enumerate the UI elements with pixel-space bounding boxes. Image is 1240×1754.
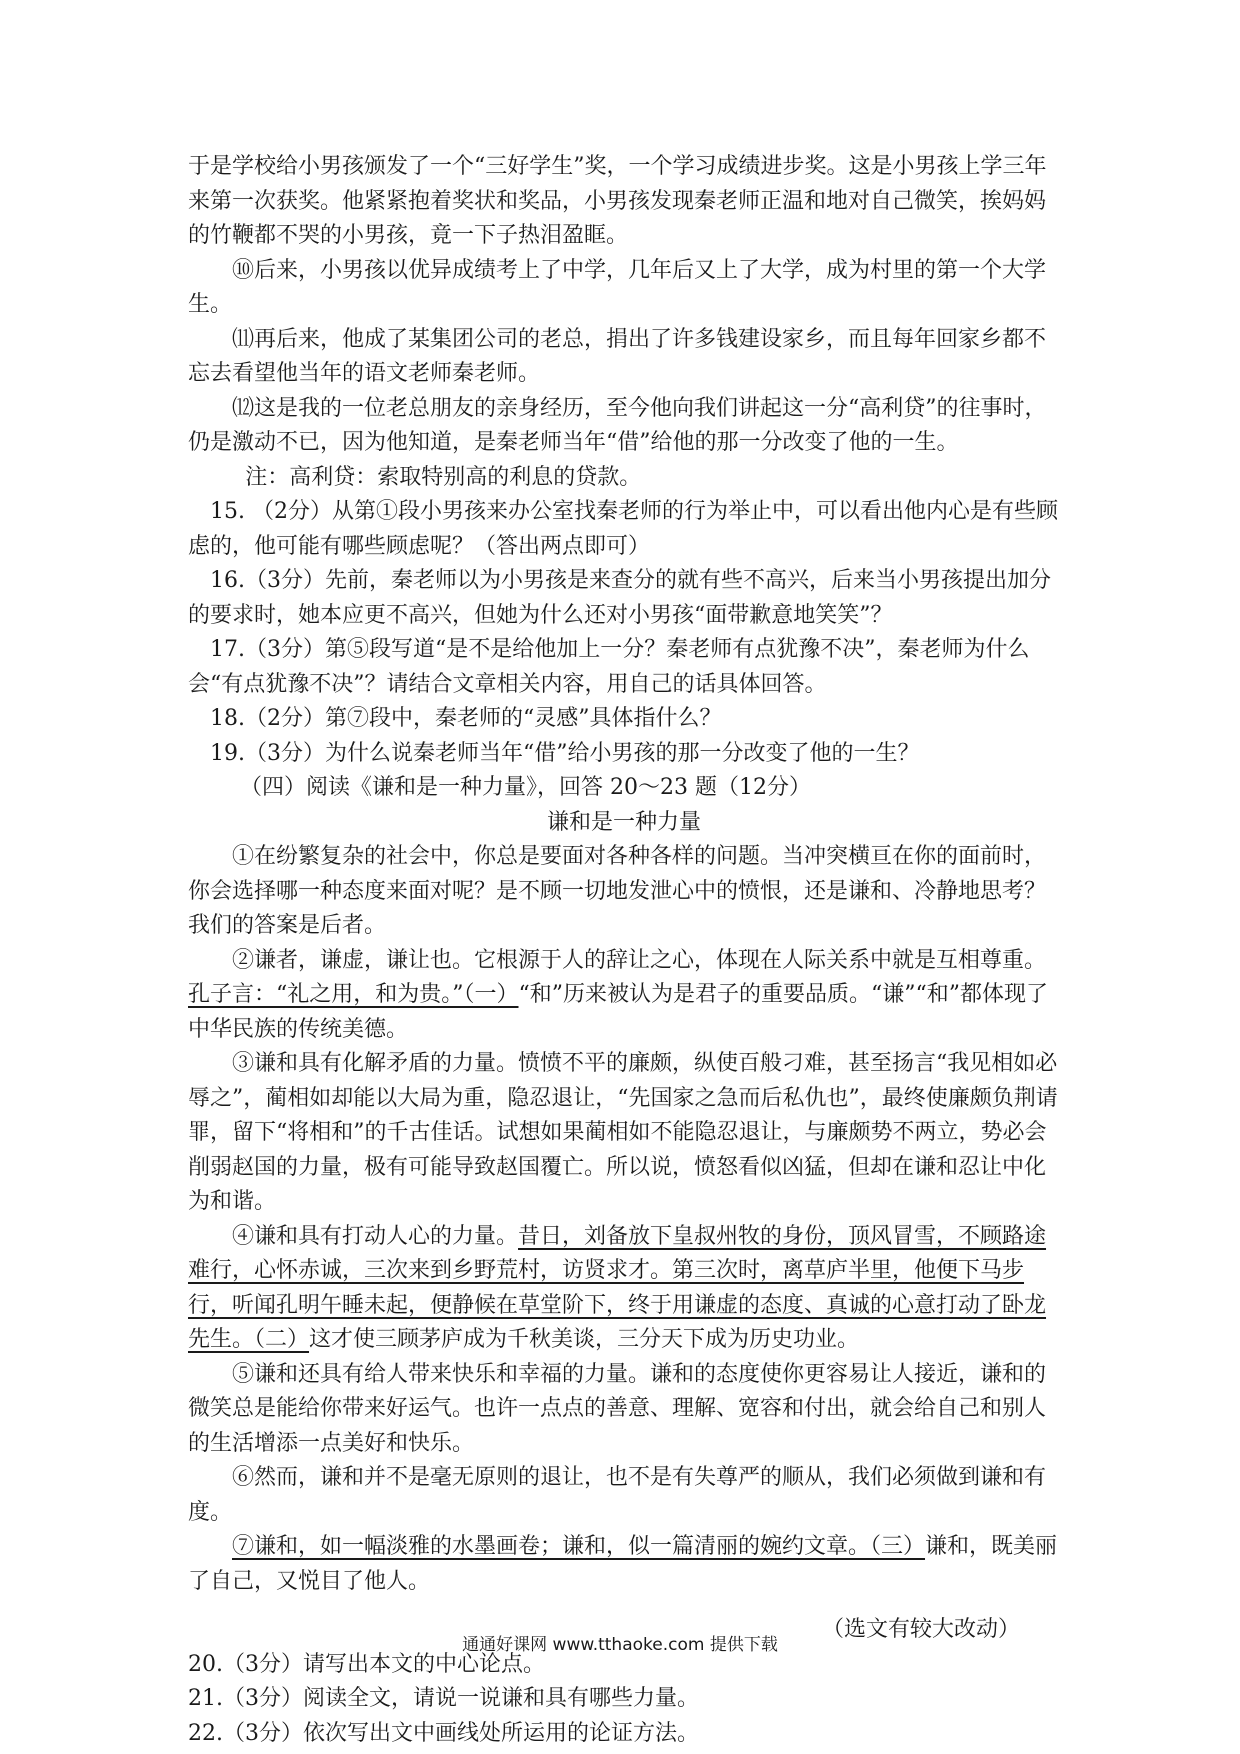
question-16: 16.（3分）先前，秦老师以为小男孩是来查分的就有些不高兴，后来当小男孩提出加分的要求时，她本应更不高兴，但她为什么还对小男孩“面带歉意地笑笑”？ — [188, 568, 1051, 628]
essay-paragraph-2 — [188, 944, 1060, 1048]
essay-paragraph-7 — [188, 1530, 1060, 1599]
story-paragraph-10: ⑩后来，小男孩以优异成绩考上了中学，几年后又上了大学，成为村里的第一个大学生。 — [188, 257, 1047, 317]
story-note: 注：高利贷：索取特别高的利息的贷款。 — [245, 464, 642, 490]
underlined-passage-2: 昔日，刘备放下皇叔州牧的身份，顶风冒雪，不顾路途难行，心怀赤诚，三次来到乡野荒村，访贤求才。第三次时，离草庐半里，他便下马步行，听闻孔明午睡未起，便静候在草堂阶下，终于用谦虚的态度、真诚的心意打动了卧龙先生。（二） — [188, 1223, 1047, 1352]
page-content — [188, 150, 1060, 1751]
story-paragraph-9-continued: 于是学校给小男孩颁发了一个“三好学生”奖，一个学习成绩进步奖。这是小男孩上学三年来第一次获奖。他紧紧抱着奖状和奖品，小男孩发现秦老师正温和地对自己微笑，挨妈妈的竹鞭都不哭的小男孩，竟一下子热泪盈眶。 — [188, 154, 1047, 248]
question-22: 22.（3分）依次写出文中画线处所运用的论证方法。 — [188, 1720, 699, 1746]
question-18: 18.（2分）第⑦段中，秦老师的“灵感”具体指什么？ — [210, 706, 722, 731]
question-17: 17.（3分）第⑤段写道“是不是给他加上一分？秦老师有点犹豫不决”，秦老师为什么会“有点犹豫不决”？请结合文章相关内容，用自己的话具体回答。 — [188, 637, 1030, 697]
question-15: 15. （2分）从第①段小男孩来办公室找秦老师的行为举止中，可以看出他内心是有些顾虑的，他可能有哪些顾虑呢？（答出两点即可） — [188, 499, 1058, 559]
story-paragraph-11: ⑾再后来，他成了某集团公司的老总，捐出了许多钱建设家乡，而且每年回家乡都不忘去看望他当年的语文老师秦老师。 — [188, 326, 1047, 386]
essay-paragraph-4-text-a: ④谦和具有打动人心的力量。 — [232, 1223, 519, 1249]
question-21: 21.（3分）阅读全文，请说一说谦和具有哪些力量。 — [188, 1686, 699, 1711]
underlined-passage-1: 孔子言：“礼之用，和为贵。”（一） — [188, 982, 519, 1007]
page-footer: 通通好课网 www.tthaoke.com 提供下载 — [462, 1635, 778, 1655]
essay-paragraph-4-text-b: 这才使三顾茅庐成为千秋美谈，三分天下成为历史功业。 — [309, 1327, 860, 1352]
section-4-heading: （四）阅读《谦和是一种力量》，回答 20～23 题（12分） — [240, 775, 811, 800]
essay-paragraph-5: ⑤谦和还具有给人带来快乐和幸福的力量。谦和的态度使你更容易让人接近，谦和的微笑总是能给你带来好运气。也许一点点的善意、理解、宽容和付出，就会给自己和别人的生活增添一点美好和快乐。 — [188, 1361, 1047, 1456]
underlined-passage-3: ⑦谦和，如一幅淡雅的水墨画卷；谦和，似一篇清丽的婉约文章。（三） — [232, 1534, 926, 1559]
essay-paragraph-2-text-a: ②谦者，谦虚，谦让也。它根源于人的辞让之心，体现在人际关系中就是互相尊重。 — [232, 947, 1047, 973]
essay-paragraph-7-text-b: 谦和，既美丽了自己，又悦目了他人。 — [188, 1534, 1058, 1594]
essay-paragraph-1: ①在纷繁复杂的社会中，你总是要面对各种各样的问题。当冲突横亘在你的面前时，你会选择哪一种态度来面对呢？是不顾一切地发泄心中的愤恨，还是谦和、冷静地思考？我们的答案是后者。 — [188, 844, 1047, 938]
essay-paragraph-4 — [188, 1220, 1060, 1358]
essay-paragraph-6: ⑥然而，谦和并不是毫无原则的退让，也不是有失尊严的顺从，我们必须做到谦和有度。 — [188, 1465, 1047, 1525]
question-19: 19.（3分）为什么说秦老师当年“借”给小男孩的那一分改变了他的一生？ — [210, 740, 920, 766]
essay-paragraph-2-text-b: “和”历来被认为是君子的重要品质。“谦”“和”都体现了中华民族的传统美德。 — [188, 982, 1048, 1042]
question-20: 20.（3分）请写出本文的中心论点。 — [188, 1651, 545, 1677]
spacer — [188, 1599, 1060, 1613]
essay-title: 谦和是一种力量 — [546, 809, 701, 835]
essay-source-note: （选文有较大改动） — [821, 1617, 1020, 1642]
story-paragraph-12: ⑿这是我的一位老总朋友的亲身经历，至今他向我们讲起这一分“高利贷”的往事时，仍是激动不已，因为他知道，是秦老师当年“借”给他的那一分改变了他的一生。 — [188, 395, 1047, 455]
essay-paragraph-3: ③谦和具有化解矛盾的力量。愤愤不平的廉颇，纵使百般刁难，甚至扬言“我见相如必辱之”，蔺相如却能以大局为重，隐忍退让，“先国家之急而后私仇也”，最终使廉颇负荆请罪，留下“将相和”的千古佳话。试想如果蔺相如不能隐忍退让，与廉颇势不两立，势必会削弱赵国的力量，极有可能导致赵国覆亡。所以说，愤怒看似凶猛，但却在谦和忍让中化为和谐。 — [188, 1051, 1058, 1214]
